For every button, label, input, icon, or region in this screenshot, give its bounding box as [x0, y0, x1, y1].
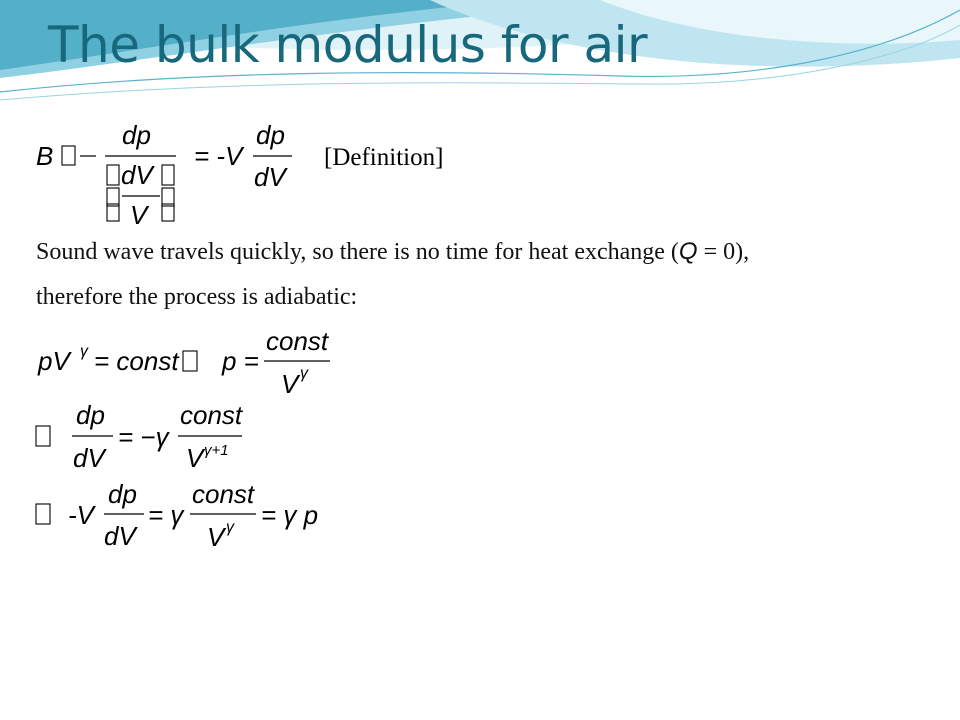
inner-numerator-dV: dV [121, 160, 153, 190]
symbol-B: B [36, 141, 54, 171]
numerator-dp: dp [76, 400, 105, 430]
numerator-const: const [266, 326, 329, 356]
inner-denominator-V: V [130, 200, 148, 230]
denominator-V: V [207, 522, 225, 552]
numerator-const: const [180, 400, 243, 430]
exponent-gamma: γ [300, 365, 308, 382]
missing-glyph-box [36, 504, 50, 524]
numerator-dp: dp [122, 120, 151, 150]
p-equals: p = [222, 346, 259, 376]
eq-minus-V: = -V [194, 141, 243, 171]
prose-line-2: therefore the process is adiabatic: [36, 284, 358, 310]
prose-line-1-text: Sound wave travels quickly, so there is no time for heat exchange ( [36, 239, 679, 265]
exponent-gamma: γ [80, 343, 88, 360]
numerator-const: const [192, 479, 255, 509]
denominator-V: V [281, 369, 299, 399]
denominator-dV-2: dV [254, 162, 286, 192]
eq-minus-gamma: = −γ [118, 422, 169, 452]
denominator-dV: dV [73, 443, 105, 473]
definition-note: [Definition] [324, 144, 444, 171]
slide-title: The bulk modulus for air [48, 16, 648, 74]
denominator-V: V [186, 443, 204, 473]
symbol-Q: Q [678, 238, 698, 265]
eq-gamma-p: = γ p [261, 500, 319, 530]
eq-const: = const [94, 346, 179, 376]
numerator-dp-2: dp [256, 120, 285, 150]
exponent-gamma-plus-one: γ+1 [204, 442, 229, 459]
prose-line-1-end: = 0), [697, 239, 750, 265]
numerator-dp: dp [108, 479, 137, 509]
eq-gamma: = γ [148, 500, 184, 530]
minus-V: -V [68, 500, 94, 530]
exponent-gamma: γ [226, 519, 234, 536]
symbol-pV: pV [38, 346, 70, 376]
denominator-dV: dV [104, 521, 136, 551]
